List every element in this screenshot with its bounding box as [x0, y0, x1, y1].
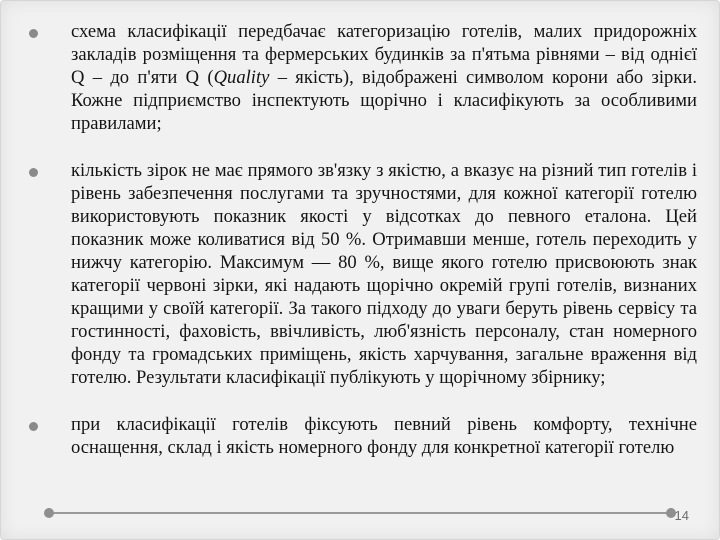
bullet-dot-icon — [29, 422, 38, 431]
bullet-dot-icon — [29, 168, 38, 177]
bullet-item-comfort-level — [23, 413, 697, 459]
footer-left-dot-icon — [44, 508, 54, 518]
bullet-text: при класифікації готелів фіксують певний рівень комфорту, технічне оснащення, склад і якість номерного фонду для конкретної категорії готелю — [71, 414, 697, 458]
bullet-dot-icon — [29, 29, 38, 38]
bullet-item-classification-scheme — [23, 20, 697, 135]
bullet-text — [71, 20, 697, 135]
bullet-text-part: – якість), відображені символом корони або зірки. Кожне підприємство інспектують щорічно і класифікують за особливими правилами; — [71, 67, 697, 134]
bullet-list — [23, 20, 697, 483]
bullet-text-part: схема класифікації передбачає категоризацію готелів, малих придорожніх закладів розміщення та фермерських будинків за п'ятьма рівнями – від однієї Q – до п'яти Q ( — [71, 21, 697, 88]
bullet-item-star-count — [23, 159, 697, 389]
bullet-text: кількість зірок не має прямого зв'язку з якістю, а вказує на різний тип готелів і рівень забезпечення послугами та зручностями, для кожної категорії готелю використовують показник якості у відсотках до певного еталона. Цей показник може коливатися від 50 %. Отримавши менше, готель переходить у нижчу категорію. Максимум — 80 %, вище якого готелю присвоюють знак категорії червоні зірки, які надають щорічно окремій групі готелів, визнаних кращими у своїй категорії. За такого підходу до уваги беруть рівень сервісу та гостинності, фаховість, ввічливість, люб'язність персоналу, стан номерного фонду та громадських приміщень, якість харчування, загальне враження від готелю. Результати класифікації публікують у щорічному збірнику; — [71, 160, 697, 388]
page-number: 14 — [674, 508, 689, 523]
footer-divider — [49, 512, 671, 514]
quality-term: Quality — [213, 67, 270, 88]
